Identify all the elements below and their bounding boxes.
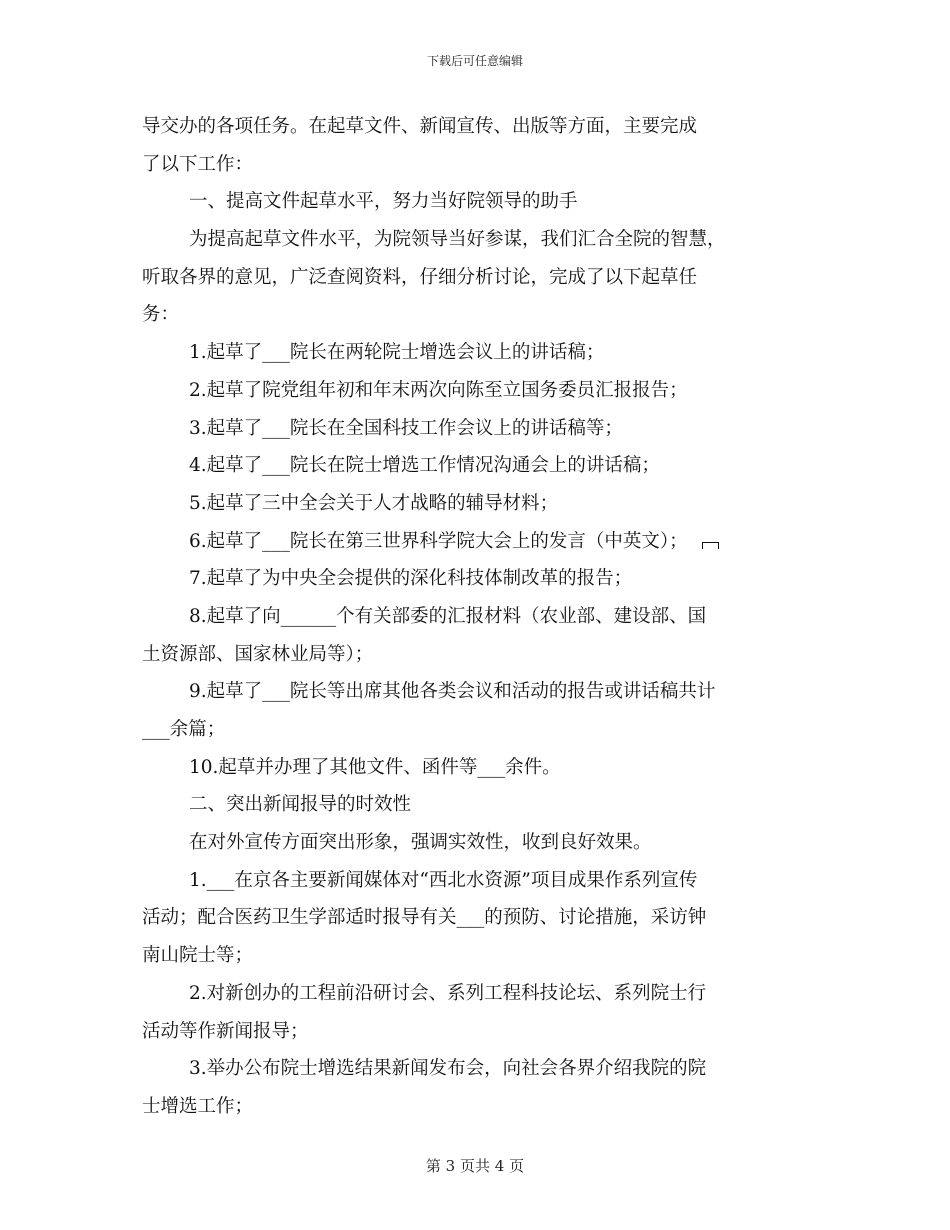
section-heading: 二、突出新闻报导的时效性 (189, 794, 412, 816)
list-item-continuation: 活动；配合医药卫生学部适时报导有关___的预防、讨论措施，采访钟 (142, 907, 707, 929)
list-item-continuation: 土资源部、国家林业局等）； (142, 643, 374, 665)
list-item (142, 523, 810, 561)
page-footer: 第 3 页共 4 页 (425, 1157, 525, 1175)
list-item: 3.起草了___院长在全国科技工作会议上的讲话稿等； (189, 417, 623, 439)
document-body (142, 108, 810, 1126)
paragraph-line: 导交办的各项任务。在起草文件、新闻宣传、出版等方面，主要完成 (142, 116, 698, 137)
paragraph-line: 为提高起草文件水平，为院领导当好参谋，我们汇合全院的智慧， (189, 229, 726, 251)
page-header: 下载后可任意编辑 (426, 54, 523, 68)
list-item-continuation: ___余篇； (142, 719, 226, 740)
list-item-continuation: 南山院士等； (142, 945, 254, 967)
list-item: 9.起草了___院长等出席其他各类会议和活动的报告或讲话稿共计 (189, 681, 716, 703)
list-item: 4.起草了___院长在院士增选工作情况沟通会上的讲话稿； (189, 455, 660, 477)
list-item: 1.起草了___院长在两轮院士增选会议上的讲话稿； (189, 342, 605, 364)
section-heading: 一、提高文件起草水平，努力当好院领导的助手 (189, 191, 578, 213)
list-item: 2.对新创办的工程前沿研讨会、系列工程科技论坛、系列院士行 (189, 982, 707, 1004)
stray-mark-icon (702, 534, 720, 550)
list-item: 3.举办公布院士增选结果新闻发布会，向社会各界介绍我院的院 (189, 1058, 707, 1080)
list-item: 5.起草了三中全会关于人才战略的辅导材料； (189, 492, 559, 514)
list-item: 7.起草了为中央全会提供的深化科技体制改革的报告； (189, 568, 633, 590)
list-item: 10.起草并办理了其他文件、函件等___余件。 (189, 756, 561, 778)
list-item-continuation: 活动等作新闻报导； (142, 1020, 309, 1042)
paragraph-line: 听取各界的意见，广泛查阅资料，仔细分析讨论，完成了以下起草任 (142, 266, 698, 288)
paragraph-line: 在对外宣传方面突出形象，强调实效性，收到良好效果。 (189, 832, 652, 854)
paragraph-line: 务： (142, 304, 180, 326)
list-item: 8.起草了向______个有关部委的汇报材料（农业部、建设部、国 (189, 605, 707, 627)
list-item-continuation: 士增选工作； (142, 1095, 254, 1117)
paragraph-line: 了以下工作： (142, 153, 254, 175)
list-item: 2.起草了院党组年初和年末两次向陈至立国务委员汇报报告； (189, 379, 688, 401)
list-item: 1.___在京各主要新闻媒体对“西北水资源”项目成果作系列宣传 (189, 869, 698, 891)
list-item-text: 6.起草了___院长在第三世界科学院大会上的发言（中英文）； (189, 530, 688, 552)
